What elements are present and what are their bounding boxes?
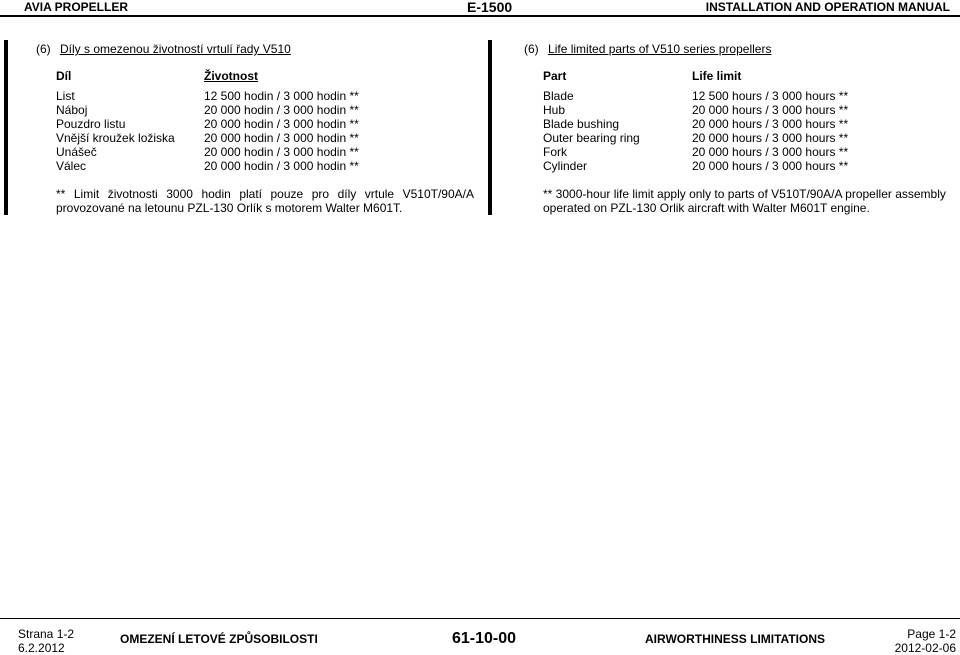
- cz-row-part: Náboj: [56, 103, 88, 117]
- footer-date-cz: 6.2.2012: [18, 641, 65, 655]
- en-section-number: (6): [524, 42, 539, 56]
- cz-section-title: [36, 42, 291, 56]
- footer-rule: [0, 618, 960, 619]
- cz-row-life: 12 500 hodin / 3 000 hodin **: [204, 89, 359, 103]
- cz-row-life: 20 000 hodin / 3 000 hodin **: [204, 145, 359, 159]
- cz-row-life: 20 000 hodin / 3 000 hodin **: [204, 131, 359, 145]
- en-row-part: Outer bearing ring: [543, 131, 640, 145]
- cz-section-number: (6): [36, 42, 51, 56]
- en-row-life: 12 500 hours / 3 000 hours **: [692, 89, 849, 103]
- cz-row-part: List: [56, 89, 75, 103]
- cz-row-part: Válec: [56, 159, 87, 173]
- en-col-part-header: Part: [543, 69, 567, 83]
- cz-row-part: Pouzdro listu: [56, 117, 126, 131]
- footer-title-cz: OMEZENÍ LETOVÉ ZPŮSOBILOSTI: [120, 632, 318, 646]
- footer-date-en: 2012-02-06: [894, 641, 956, 655]
- en-section-title: [524, 42, 771, 56]
- footer-page-cz: Strana 1-2: [18, 627, 75, 641]
- header-doc-number: E-1500: [467, 0, 513, 15]
- cz-row-life: 20 000 hodin / 3 000 hodin **: [204, 117, 359, 131]
- en-row-life: 20 000 hours / 3 000 hours **: [692, 145, 849, 159]
- en-row-part: Fork: [543, 145, 567, 159]
- cz-row-part: Unášeč: [56, 145, 97, 159]
- en-row-part: Hub: [543, 103, 566, 117]
- footer-chapter: 61-10-00: [452, 630, 517, 647]
- en-row-part: Blade: [543, 89, 574, 103]
- en-section-heading: Life limited parts of V510 series propellers: [548, 42, 772, 56]
- cz-row-life: 20 000 hodin / 3 000 hodin **: [204, 103, 359, 117]
- footer-title-en: AIRWORTHINESS LIMITATIONS: [645, 632, 825, 646]
- en-col-life-header: Life limit: [692, 69, 742, 83]
- change-bar-left: [4, 40, 8, 215]
- en-footnote: ** 3000-hour life limit apply only to parts of V510T/90A/A propeller assembly operated on PZL-130 Orlik aircraft with Walter M601T engine.: [543, 187, 946, 215]
- en-row-life: 20 000 hours / 3 000 hours **: [692, 103, 849, 117]
- cz-row-life: 20 000 hodin / 3 000 hodin **: [204, 159, 359, 173]
- cz-col-part-header: Díl: [56, 69, 72, 83]
- cz-footnote: ** Limit životnosti 3000 hodin platí pouze pro díly vrtule V510T/90A/A provozované na letounu PZL-130 Orlík s motorem Walter M601T.: [56, 187, 474, 215]
- header-rule: [0, 15, 960, 17]
- en-row-life: 20 000 hours / 3 000 hours **: [692, 131, 849, 145]
- cz-section-heading: Díly s omezenou životností vrtulí řady V510: [60, 42, 291, 56]
- en-row-life: 20 000 hours / 3 000 hours **: [692, 117, 849, 131]
- en-row-part: Blade bushing: [543, 117, 620, 131]
- change-bar-middle: [488, 40, 492, 215]
- cz-row-part: Vnější kroužek ložiska: [56, 131, 175, 145]
- cz-col-life-header: Životnost: [204, 69, 258, 83]
- header-manual-title: INSTALLATION AND OPERATION MANUAL: [705, 0, 950, 14]
- en-row-life: 20 000 hours / 3 000 hours **: [692, 159, 849, 173]
- header-company: AVIA PROPELLER: [24, 0, 129, 14]
- footer-page-en: Page 1-2: [907, 627, 956, 641]
- en-row-part: Cylinder: [543, 159, 588, 173]
